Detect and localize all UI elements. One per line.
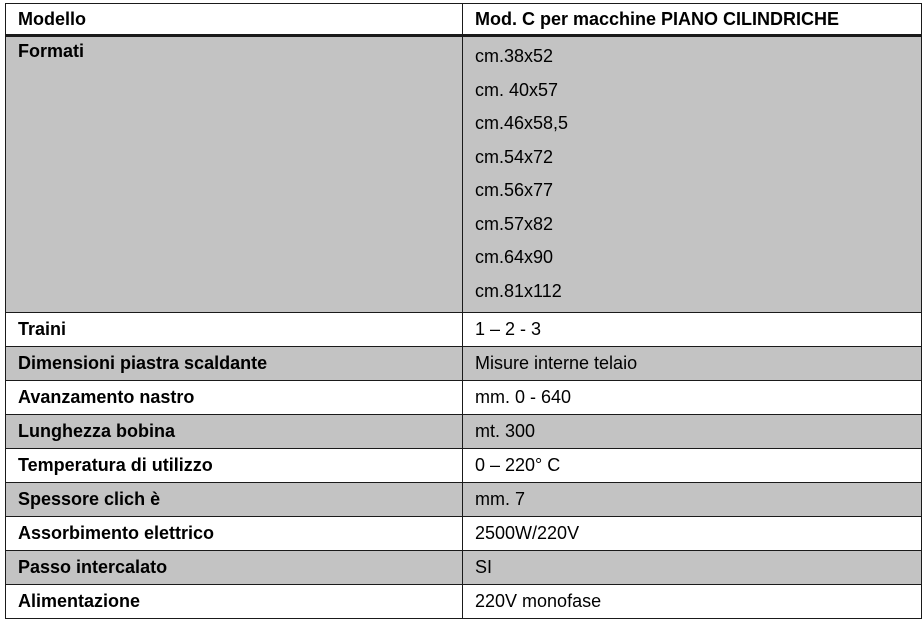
formats-list	[475, 37, 909, 308]
row-value: 2500W/220V	[463, 517, 922, 551]
format-item: cm.57x82	[475, 213, 554, 234]
formats-label: Formati	[6, 36, 463, 313]
format-item: cm.54x72	[475, 146, 554, 167]
row-value: 220V monofase	[463, 585, 922, 619]
row-label: Assorbimento elettrico	[6, 517, 463, 551]
format-item: cm.64x90	[475, 247, 554, 267]
table-row-formats	[6, 36, 922, 313]
row-label: Traini	[6, 313, 463, 347]
format-item: cm. 40x57	[475, 79, 559, 100]
row-value: 0 – 220° C	[463, 449, 922, 483]
format-item: cm.81x112	[475, 280, 562, 301]
table-row	[6, 585, 922, 619]
table-row	[6, 449, 922, 483]
row-value: 1 – 2 - 3	[463, 313, 922, 347]
header-model-label: Modello	[6, 4, 463, 36]
table-row	[6, 415, 922, 449]
row-label: Passo intercalato	[6, 551, 463, 585]
row-label: Lunghezza bobina	[6, 415, 463, 449]
format-item: cm.38x52	[475, 46, 554, 66]
row-value: SI	[463, 551, 922, 585]
row-value: Misure interne telaio	[463, 347, 922, 381]
table-row	[6, 313, 922, 347]
header-row	[6, 4, 922, 36]
row-label: Alimentazione	[6, 585, 463, 619]
header-model-value: Mod. C per macchine PIANO CILINDRICHE	[463, 4, 922, 36]
row-value: mm. 0 - 640	[463, 381, 922, 415]
table-row	[6, 381, 922, 415]
row-label: Spessore clich è	[6, 483, 463, 517]
format-item: cm.56x77	[475, 180, 554, 200]
spec-table	[5, 3, 922, 619]
table-row	[6, 517, 922, 551]
row-label: Temperatura di utilizzo	[6, 449, 463, 483]
row-label: Avanzamento nastro	[6, 381, 463, 415]
row-value: mt. 300	[463, 415, 922, 449]
row-label: Dimensioni piastra scaldante	[6, 347, 463, 381]
table-row	[6, 551, 922, 585]
formats-value-cell	[463, 36, 922, 313]
format-item: cm.46x58,5	[475, 113, 569, 133]
table-row	[6, 483, 922, 517]
row-value: mm. 7	[463, 483, 922, 517]
table-row	[6, 347, 922, 381]
